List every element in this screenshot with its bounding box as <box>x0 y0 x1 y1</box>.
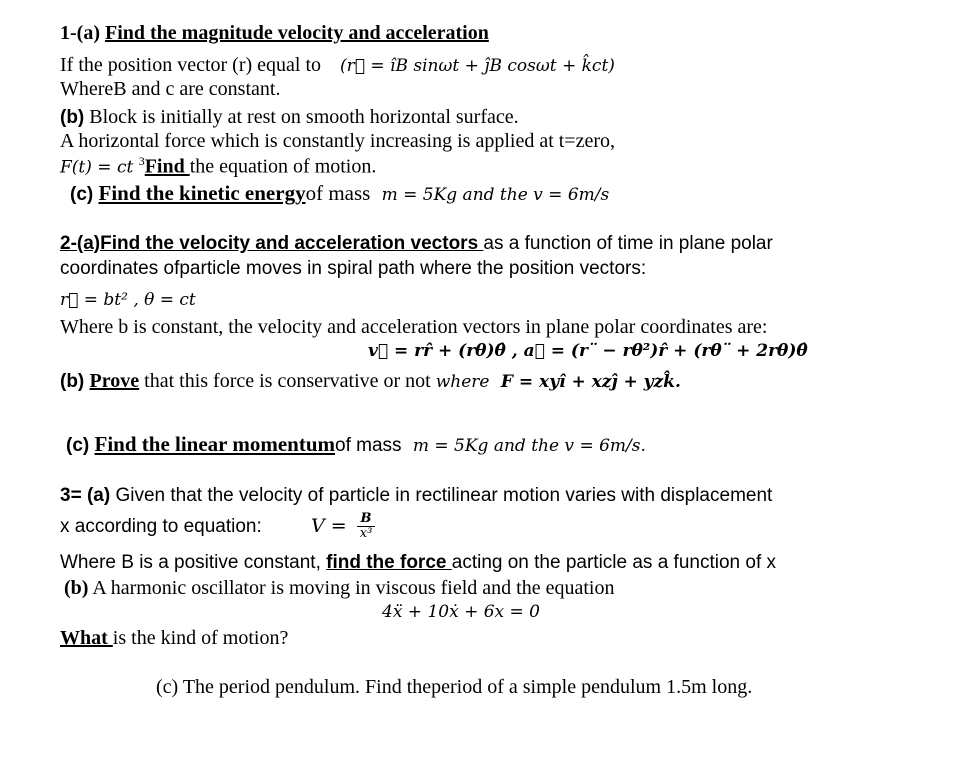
q3c-line: (c) The period pendulum. Find theperiod of a simple pendulum 1.5m long. <box>156 676 753 698</box>
q1b-line3 <box>60 155 376 178</box>
q1b-rest: the equation of motion. <box>189 155 377 178</box>
q1c-text: of mass <box>305 181 376 205</box>
q1a-title: Find the magnitude velocity and acceleration <box>104 22 489 44</box>
q2c-text: of mass <box>335 435 407 456</box>
q3a-find: find the force <box>326 552 452 573</box>
q3b-text: A harmonic oscillator is moving in viscous field and the equation <box>88 577 615 599</box>
q3a-pre: Where B is a positive constant, <box>60 552 327 573</box>
q3a-line3 <box>60 553 776 574</box>
q1b-force-eq: F(t) = ct <box>60 157 139 178</box>
q1b-find: Find <box>144 155 190 178</box>
q3b-question <box>60 627 288 649</box>
q1a-line1 <box>60 54 615 76</box>
q2a-text: as a function of time in plane polar <box>483 233 773 254</box>
q1b-line1 <box>60 106 519 129</box>
q2a-title: 2-(a)Find the velocity and acceleration vectors <box>60 233 484 254</box>
q2c-title: Find the linear momentum <box>94 432 336 456</box>
q1b-label: (b) <box>60 107 85 128</box>
q3a-text: Given that the velocity of particle in rectilinear motion varies with displacement <box>110 485 773 506</box>
q1a-position-vector: (r⃗ = îB sinωt + ĵB cosωt + k̂ct) <box>340 56 615 76</box>
q2a-line1 <box>60 234 773 255</box>
q3a-equation-label: x according to equation: <box>60 515 262 537</box>
q3a-label: 3= (a) <box>60 485 111 506</box>
q2b-line <box>60 370 681 393</box>
q1a-line2: WhereB and c are constant. <box>60 78 281 100</box>
q2b-where: where <box>435 372 495 392</box>
q3b-equation: 4ẍ + 10ẋ + 6x = 0 <box>382 602 540 622</box>
q1c-line <box>70 182 609 206</box>
q2c-math: m = 5Kg and the v = 6m/s. <box>412 436 646 456</box>
q3b-line1 <box>64 577 614 599</box>
q2b-prove: Prove <box>89 370 140 392</box>
q3a-line2 <box>60 512 375 542</box>
q3a-numerator: B <box>357 512 376 527</box>
q1a-heading <box>60 22 489 44</box>
q2a-line4: Where b is constant, the velocity and acceleration vectors in plane polar coordinates are: <box>60 316 768 338</box>
q2a-velocity-acceleration: v⃗ = rr̂ + (rθ)θ̂ , a⃗ = (r¨ − rθ²)r̂ + (rθ¨ + 2rθ)θ̂ <box>368 341 808 361</box>
q3a-denominator: x³ <box>359 526 373 542</box>
q3a-v: V = <box>311 514 353 537</box>
q2a-position: r⃗ = bt² , θ = ct <box>60 290 196 310</box>
q1b-exponent: 3 <box>138 154 145 168</box>
q1b-line2: A horizontal force which is constantly increasing is applied at t=zero, <box>60 130 615 152</box>
q3b-what: What <box>60 627 113 649</box>
q3a-line1 <box>60 486 772 507</box>
q2b-text: that this force is conservative or not <box>139 370 436 392</box>
q2c-label: (c) <box>66 435 95 456</box>
q2a-line2: coordinates ofparticle moves in spiral path where the position vectors: <box>60 258 647 279</box>
q3a-fraction <box>357 512 376 542</box>
q1c-title: Find the kinetic energy <box>98 181 306 205</box>
q2b-force: F = xyî + xzĵ + yzk̂. <box>500 372 681 392</box>
q1a-text: If the position vector (r) equal to <box>60 54 327 76</box>
q3a-rest: acting on the particle as a function of x <box>451 552 777 573</box>
q3b-rest: is the kind of motion? <box>112 627 289 649</box>
q3b-label: (b) <box>64 577 89 599</box>
q1a-label: 1-(a) <box>60 22 105 44</box>
q2b-label: (b) <box>60 371 90 392</box>
q2c-line <box>66 433 646 457</box>
q1c-math: m = 5Kg and the v = 6m/s <box>381 185 610 205</box>
q1b-text: Block is initially at rest on smooth horizontal surface. <box>84 106 519 128</box>
q1c-label: (c) <box>70 184 99 205</box>
